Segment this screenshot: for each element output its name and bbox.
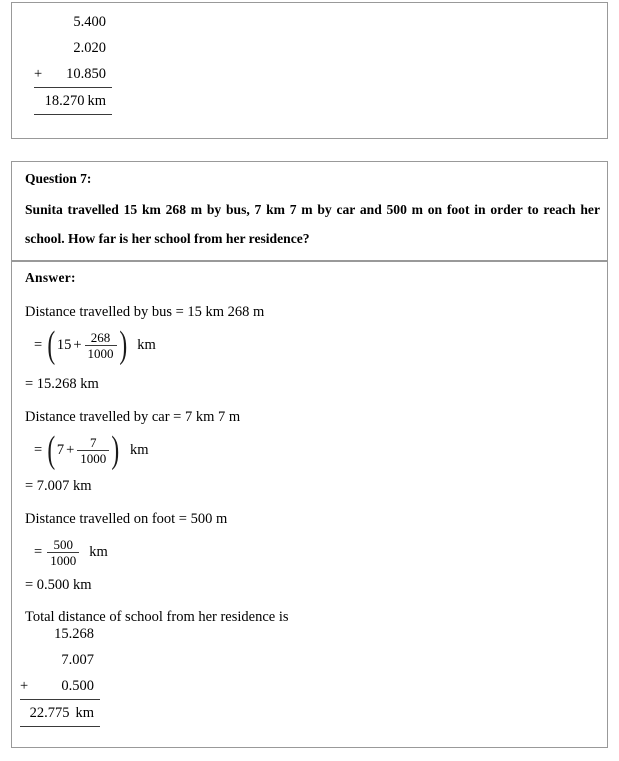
- fraction-denominator: 1000: [47, 552, 79, 568]
- car-fraction: [34, 428, 149, 471]
- car-result: = 7.007 km: [25, 478, 92, 494]
- question-box: [11, 161, 608, 261]
- open-paren: (: [47, 428, 56, 471]
- close-paren: ): [118, 323, 127, 366]
- question-text: Sunita travelled 15 km 268 m by bus, 7 km 7 m by car and 500 m on foot in order to reach her school. How far is her school from her residence?: [25, 202, 600, 246]
- equals-sign: =: [34, 442, 43, 458]
- bus-fraction: [34, 323, 156, 366]
- sum-row: [20, 647, 100, 673]
- unit-label: km: [89, 544, 108, 560]
- sum-total-value: [34, 88, 106, 114]
- addend-value: 5.400: [73, 14, 106, 30]
- sum-row: [34, 35, 112, 61]
- addend-value: 2.020: [73, 40, 106, 56]
- addend-value: 7.007: [61, 652, 94, 668]
- plus-operator: +: [66, 442, 75, 458]
- answer-box: [11, 261, 608, 748]
- fraction-numerator: 500: [53, 537, 73, 552]
- addend-value: 10.850: [66, 66, 106, 82]
- whole-number: 7: [56, 442, 65, 458]
- bus-statement: Distance travelled by bus = 15 km 268 m: [25, 304, 265, 320]
- final-answer-sum: [20, 621, 100, 727]
- addend-value: 15.268: [54, 626, 94, 642]
- sum-total-row: [34, 88, 112, 115]
- addend-value: 0.500: [61, 678, 94, 694]
- total-statement: Total distance of school from her residence is: [25, 609, 289, 625]
- equals-sign: =: [34, 337, 43, 353]
- sum-row-last: [34, 61, 112, 88]
- close-paren: ): [111, 428, 120, 471]
- fraction: [45, 537, 81, 568]
- plus-operator: +: [34, 66, 43, 82]
- sum-total-row: [20, 700, 100, 727]
- question-label: Question 7:: [25, 171, 92, 186]
- fraction-denominator: 1000: [85, 345, 117, 361]
- car-statement: Distance travelled by car = 7 km 7 m: [25, 409, 241, 425]
- sum-row: [20, 621, 100, 647]
- fraction-denominator: 1000: [77, 450, 109, 466]
- plus-operator: +: [20, 678, 29, 694]
- unit-label: km: [87, 93, 106, 109]
- fraction-numerator: 7: [90, 435, 97, 450]
- bus-result: = 15.268 km: [25, 376, 99, 392]
- fraction-numerator: 268: [90, 330, 111, 345]
- foot-result: = 0.500 km: [25, 577, 92, 593]
- fraction: [83, 330, 119, 361]
- previous-answer-box: [11, 2, 608, 139]
- foot-statement: Distance travelled on foot = 500 m: [25, 511, 228, 527]
- unit-label: km: [75, 705, 94, 721]
- sum-total-value: [20, 700, 94, 726]
- equals-sign: =: [34, 544, 43, 560]
- fraction: [75, 435, 111, 466]
- plus-operator: +: [73, 337, 82, 353]
- unit-label: km: [137, 337, 156, 353]
- sum-row: [34, 9, 112, 35]
- open-paren: (: [47, 323, 56, 366]
- sum-row-last: [20, 673, 100, 700]
- answer-label: Answer:: [25, 270, 76, 285]
- previous-answer-sum: [34, 9, 112, 115]
- total-number: 18.270: [44, 93, 85, 109]
- whole-number: 15: [56, 337, 72, 353]
- unit-label: km: [129, 442, 149, 458]
- foot-fraction: [34, 537, 108, 568]
- total-number: 22.775: [29, 705, 70, 721]
